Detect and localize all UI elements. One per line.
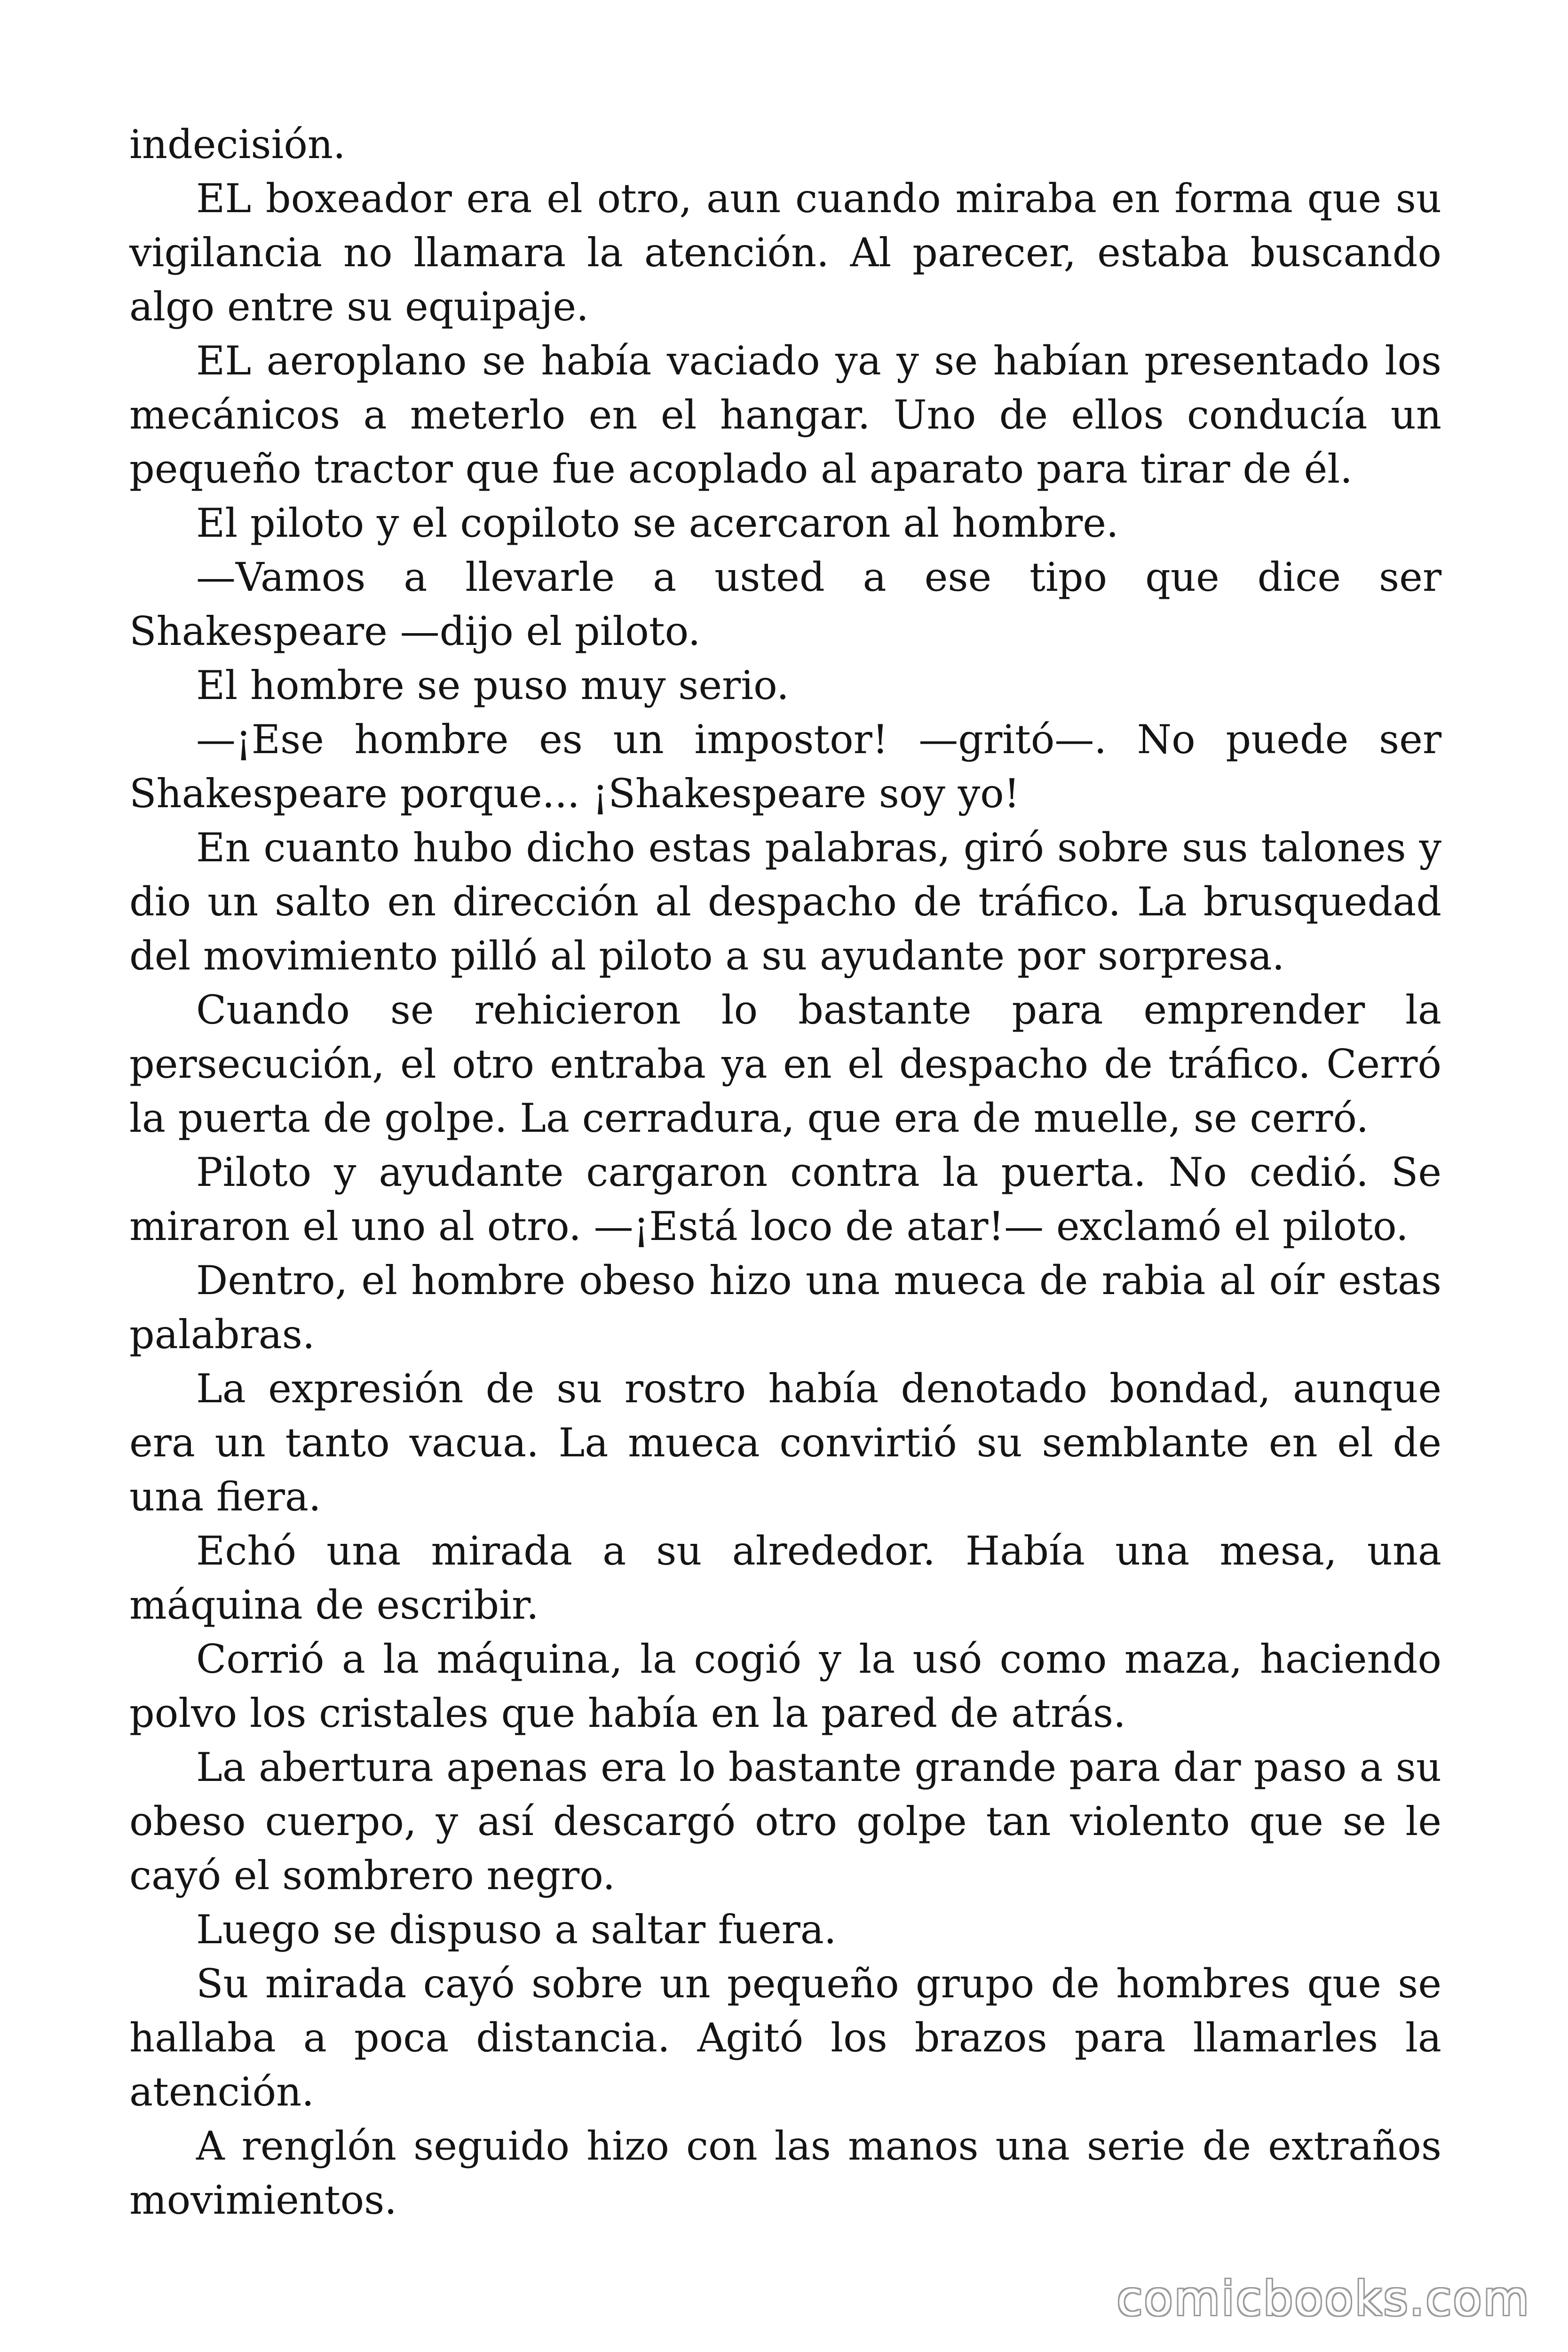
- paragraph: —¡Ese hombre es un impostor! —gritó—. No puede ser Shakespeare porque... ¡Shakespeare soy yo!: [129, 716, 1441, 817]
- paragraph: Su mirada cayó sobre un pequeño grupo de hombres que se hallaba a poca distancia. Agitó los brazos para llamarles la atención.: [129, 1961, 1441, 2115]
- paragraph: La abertura apenas era lo bastante grande para dar paso a su obeso cuerpo, y así descargó otro golpe tan violento que se le cayó el sombrero negro.: [129, 1744, 1441, 1899]
- paragraph: Echó una mirada a su alrededor. Había una mesa, una máquina de escribir.: [129, 1528, 1441, 1628]
- paragraph: A renglón seguido hizo con las manos una serie de extraños movimientos.: [129, 2123, 1441, 2223]
- paragraph: El hombre se puso muy serio.: [196, 662, 789, 708]
- paragraph: EL aeroplano se había vaciado ya y se habían presentado los mecánicos a meterlo en el hangar. Uno de ellos conducía un pequeño tractor que fue acoplado al aparato para tirar de él.: [129, 338, 1441, 492]
- paragraph: En cuanto hubo dicho estas palabras, giró sobre sus talones y dio un salto en dirección al despacho de tráfico. La brusquedad del movimiento pilló al piloto a su ayudante por sorpresa.: [129, 825, 1441, 979]
- paragraph: EL boxeador era el otro, aun cuando miraba en forma que su vigilancia no llamara la atención. Al parecer, estaba buscando algo entre su equipaje.: [129, 175, 1441, 330]
- paragraph: indecisión.: [129, 121, 346, 167]
- paragraph: Dentro, el hombre obeso hizo una mueca de rabia al oír estas palabras.: [129, 1257, 1441, 1358]
- paragraph: La expresión de su rostro había denotado bondad, aunque era un tanto vacua. La mueca convirtió su semblante en el de una fiera.: [129, 1366, 1441, 1520]
- paragraph: Cuando se rehicieron lo bastante para emprender la persecución, el otro entraba ya en el despacho de tráfico. Cerró la puerta de golpe. La cerradura, que era de muelle, se cerró.: [129, 987, 1441, 1141]
- watermark: comicbooks.com: [1117, 2271, 1530, 2326]
- paragraph: Piloto y ayudante cargaron contra la puerta. No cedió. Se miraron el uno al otro. —¡Está loco de atar!— exclamó el piloto.: [129, 1149, 1441, 1249]
- page-body: [129, 118, 1441, 2227]
- paragraph: —Vamos a llevarle a usted a ese tipo que dice ser Shakespeare —dijo el piloto.: [129, 554, 1441, 654]
- paragraph: El piloto y el copiloto se acercaron al hombre.: [196, 500, 1119, 546]
- paragraph: Luego se dispuso a saltar fuera.: [196, 1907, 837, 1953]
- paragraph: Corrió a la máquina, la cogió y la usó como maza, haciendo polvo los cristales que había en la pared de atrás.: [129, 1636, 1441, 1736]
